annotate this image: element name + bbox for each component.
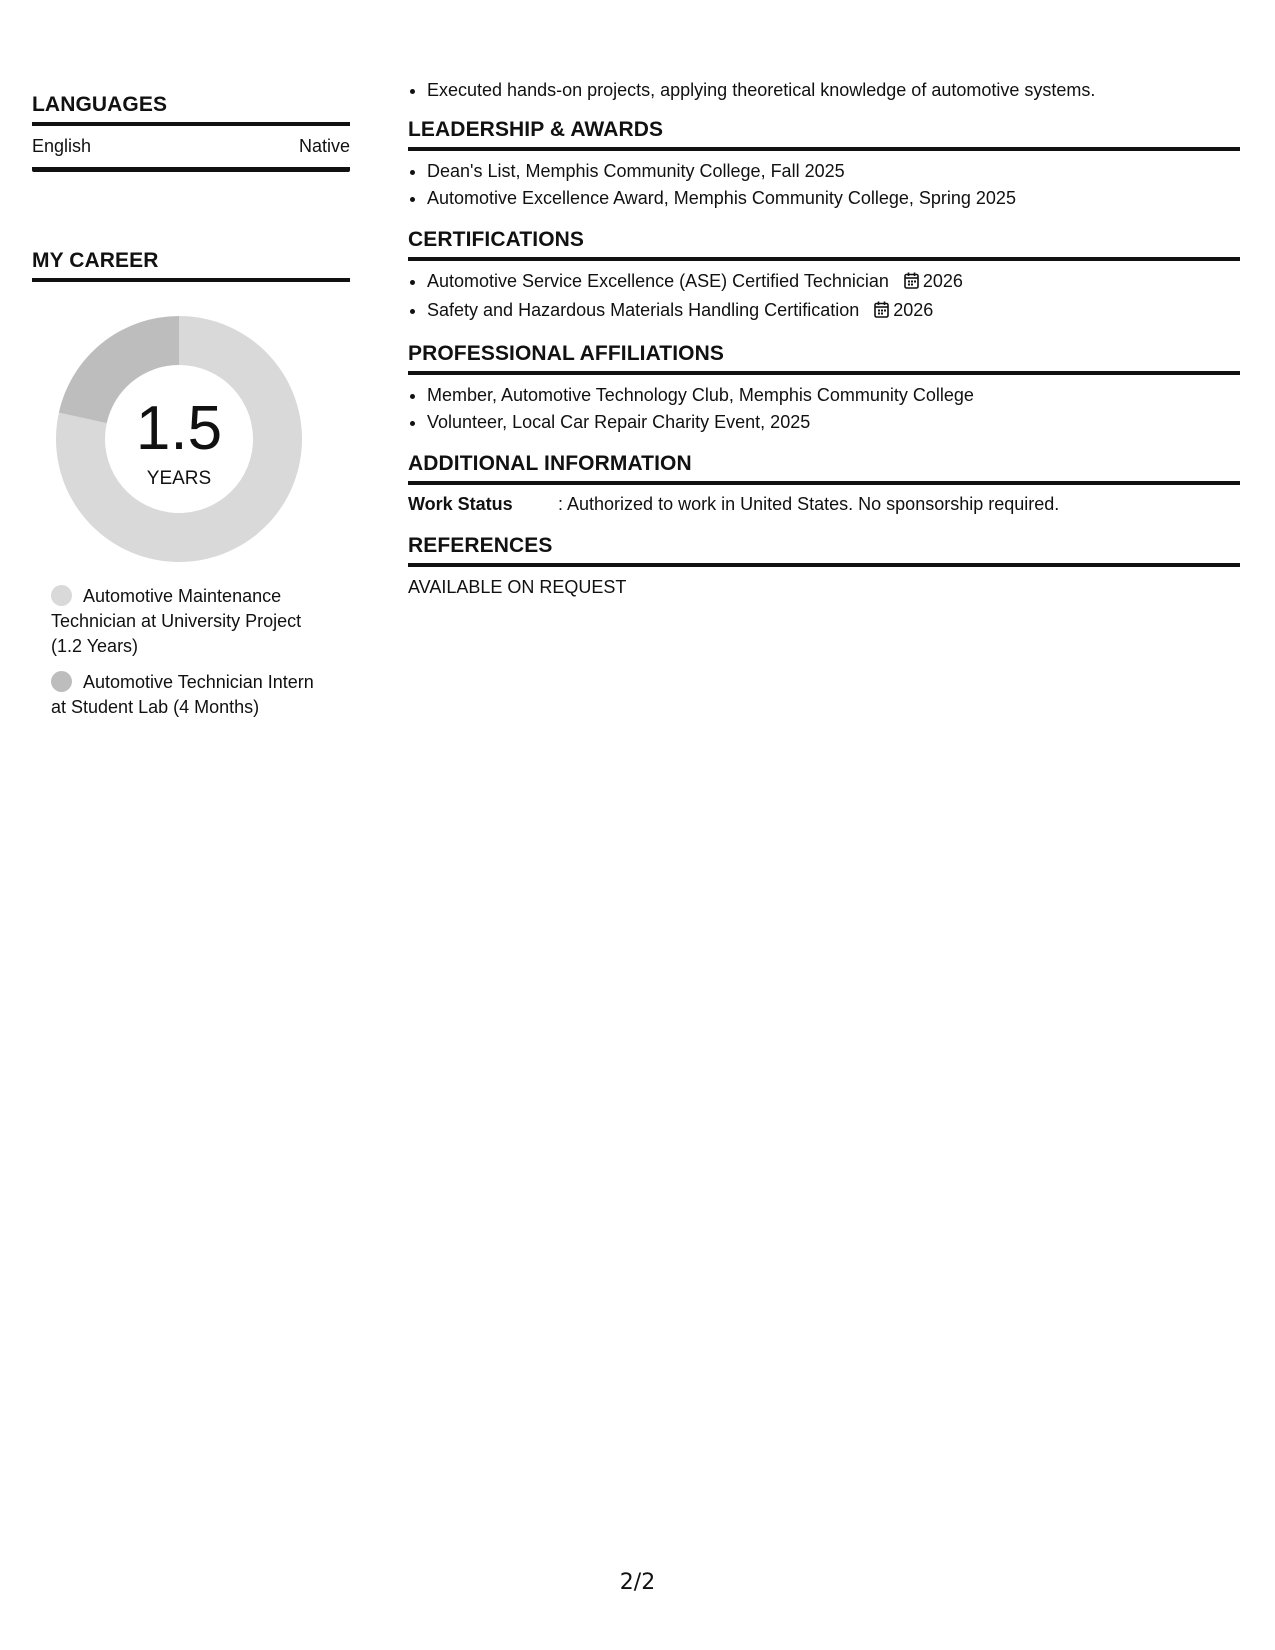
legend-dot [51, 585, 72, 606]
legend-dot [51, 671, 72, 692]
work-status-row [408, 494, 1240, 515]
list-item: • Dean's List, Memphis Community College, Fall 2025 [427, 158, 1240, 185]
list-item: • Member, Automotive Technology Club, Memphis Community College [427, 382, 1240, 409]
legend-label: Automotive Maintenance Technician at University Project (1.2 Years) [51, 586, 302, 656]
page-number: 2/2 [619, 1570, 656, 1595]
references-text: AVAILABLE ON REQUEST [408, 577, 627, 597]
career-donut-chart [56, 316, 302, 562]
experience-tail-list [408, 77, 1240, 104]
calendar-icon [904, 270, 919, 297]
career-legend [51, 584, 331, 720]
legend-label: Automotive Technician Intern at Student Lab (4 Months) [51, 672, 314, 717]
legend-item [51, 670, 331, 720]
languages-title: LANGUAGES [32, 92, 350, 126]
career-title: MY CAREER [32, 248, 350, 282]
work-status-value: : Authorized to work in United States. No sponsorship required. [558, 494, 1060, 514]
certification-name: Safety and Hazardous Materials Handling Certification [427, 300, 860, 320]
right-column [408, 0, 1240, 598]
list-item: • Automotive Excellence Award, Memphis Community College, Spring 2025 [427, 185, 1240, 212]
calendar-icon [874, 299, 889, 326]
list-item [427, 268, 1240, 297]
legend-item [51, 584, 331, 659]
total-years-unit: YEARS [146, 468, 212, 489]
work-status-label: Work Status [408, 494, 513, 514]
language-name: English [32, 136, 92, 156]
total-years-value: 1.5 [135, 394, 223, 463]
certifications-list [408, 268, 1240, 326]
certification-year: 2026 [922, 271, 963, 291]
list-item: • Volunteer, Local Car Repair Charity Event, 2025 [427, 409, 1240, 436]
leadership-title: LEADERSHIP & AWARDS [408, 117, 1240, 151]
affiliations-title: PROFESSIONAL AFFILIATIONS [408, 341, 1240, 375]
leadership-list [408, 158, 1240, 212]
certification-year: 2026 [893, 300, 934, 320]
list-item [427, 297, 1240, 326]
additional-info-title: ADDITIONAL INFORMATION [408, 451, 1240, 485]
language-level: Native [298, 136, 350, 156]
affiliations-list [408, 382, 1240, 436]
language-row [32, 126, 350, 172]
list-item: • Executed hands-on projects, applying theoretical knowledge of automotive systems. [427, 77, 1240, 104]
certification-name: Automotive Service Excellence (ASE) Certified Technician [427, 271, 889, 291]
certifications-title: CERTIFICATIONS [408, 227, 1240, 261]
references-title: REFERENCES [408, 533, 1240, 567]
left-column [32, 0, 350, 731]
